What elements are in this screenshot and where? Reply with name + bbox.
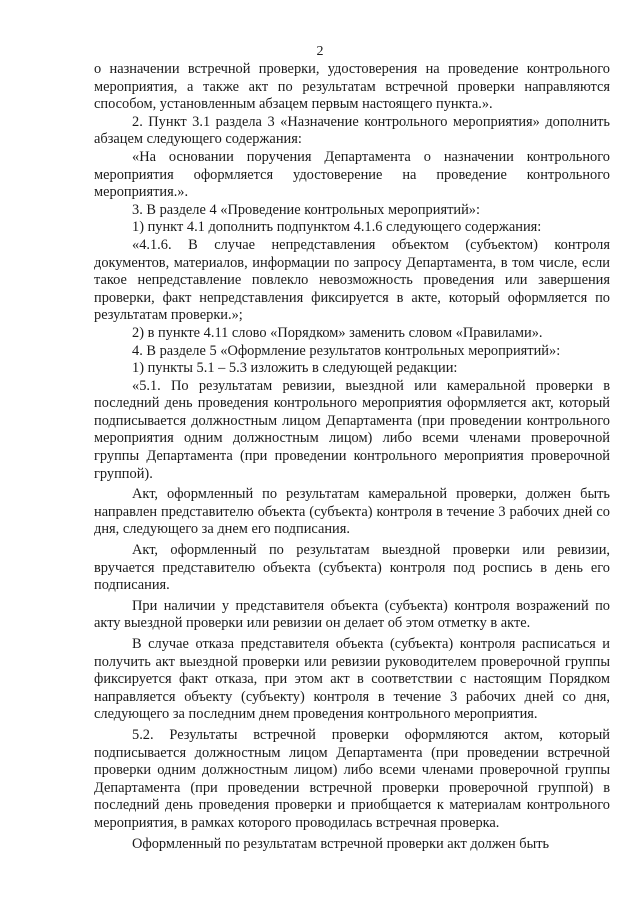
paragraph: 4. В разделе 5 «Оформление результатов контрольных мероприятий»:: [132, 342, 561, 359]
paragraph: «На основании поручения Департамента о назначении контрольного мероприятия оформляется удостоверение на проведение контрольного мероприятия.».: [94, 148, 610, 201]
paragraph: 3. В разделе 4 «Проведение контрольных мероприятий»:: [132, 201, 480, 218]
paragraph: «5.1. По результатам ревизии, выездной или камеральной проверки в последний день проведения контрольного мероприятия оформляется акт, который подписывается должностным лицом Департамента (при проведении контрольного мероприятия одним должностным лицом) либо всеми членами проверочной группы Департамента (при проведении контрольного мероприятия проверочной группой).: [94, 377, 610, 482]
paragraph: При наличии у представителя объекта (субъекта) контроля возражений по акту выездной проверки или ревизии он делает об этом отметку в акте.: [94, 597, 610, 632]
paragraph: 1) пункты 5.1 – 5.3 изложить в следующей редакции:: [132, 360, 458, 377]
paragraph: «4.1.6. В случае непредставления объектом (субъектом) контроля документов, материалов, информации по запросу Департамента, в том числе, если такое непредставление повлекло невозможность проведения или завершения проверки, факт непредставления фиксируется в акте, который оформляется по результатам проверки.»;: [94, 236, 610, 324]
document-body: [94, 61, 610, 853]
paragraph: Акт, оформленный по результатам камеральной проверки, должен быть направлен представителю объекта (субъекта) контроля в течение 3 рабочих дней со дня, следующего за днем его подписания.: [94, 486, 610, 538]
paragraph: В случае отказа представителя объекта (субъекта) контроля расписаться и получить акт выездной проверки или ревизии руководителем проверочной группы фиксируется факт отказа, при этом акт в соответствии с настоящим Порядком направляется объекту (субъекту) контроля в течение 3 рабочих дней со дня, следующего за последним днем проведения контрольного мероприятия.: [94, 636, 610, 723]
paragraph: Оформленный по результатам встречной проверки акт должен быть: [132, 835, 550, 852]
paragraph: Акт, оформленный по результатам выездной проверки или ревизии, вручается представителю объекта (субъекта) контроля под роспись в день его подписания.: [94, 542, 610, 594]
paragraph: 1) пункт 4.1 дополнить подпунктом 4.1.6 следующего содержания:: [132, 219, 542, 236]
paragraph: 2) в пункте 4.11 слово «Порядком» заменить словом «Правилами».: [132, 324, 543, 341]
paragraph: 2. Пункт 3.1 раздела 3 «Назначение контрольного мероприятия» дополнить абзацем следующего содержания:: [94, 113, 610, 148]
paragraph: 5.2. Результаты встречной проверки оформляются актом, который подписывается должностным лицом Департамента (при проведении встречной проверки одним должностным лицом) либо всеми членами проверочной группы Департамента (при проведении встречной проверки проверочной группой) в последний день проведения проверки и приобщается к материалам контрольного мероприятия, в рамках которого проводилась встречная проверка.: [94, 726, 610, 831]
page-number: 2: [316, 44, 324, 59]
paragraph: о назначении встречной проверки, удостоверения на проведение контрольного мероприятия, а также акт по результатам встречной проверки направляются способом, установленным абзацем первым настоящего пункта.».: [94, 61, 610, 113]
